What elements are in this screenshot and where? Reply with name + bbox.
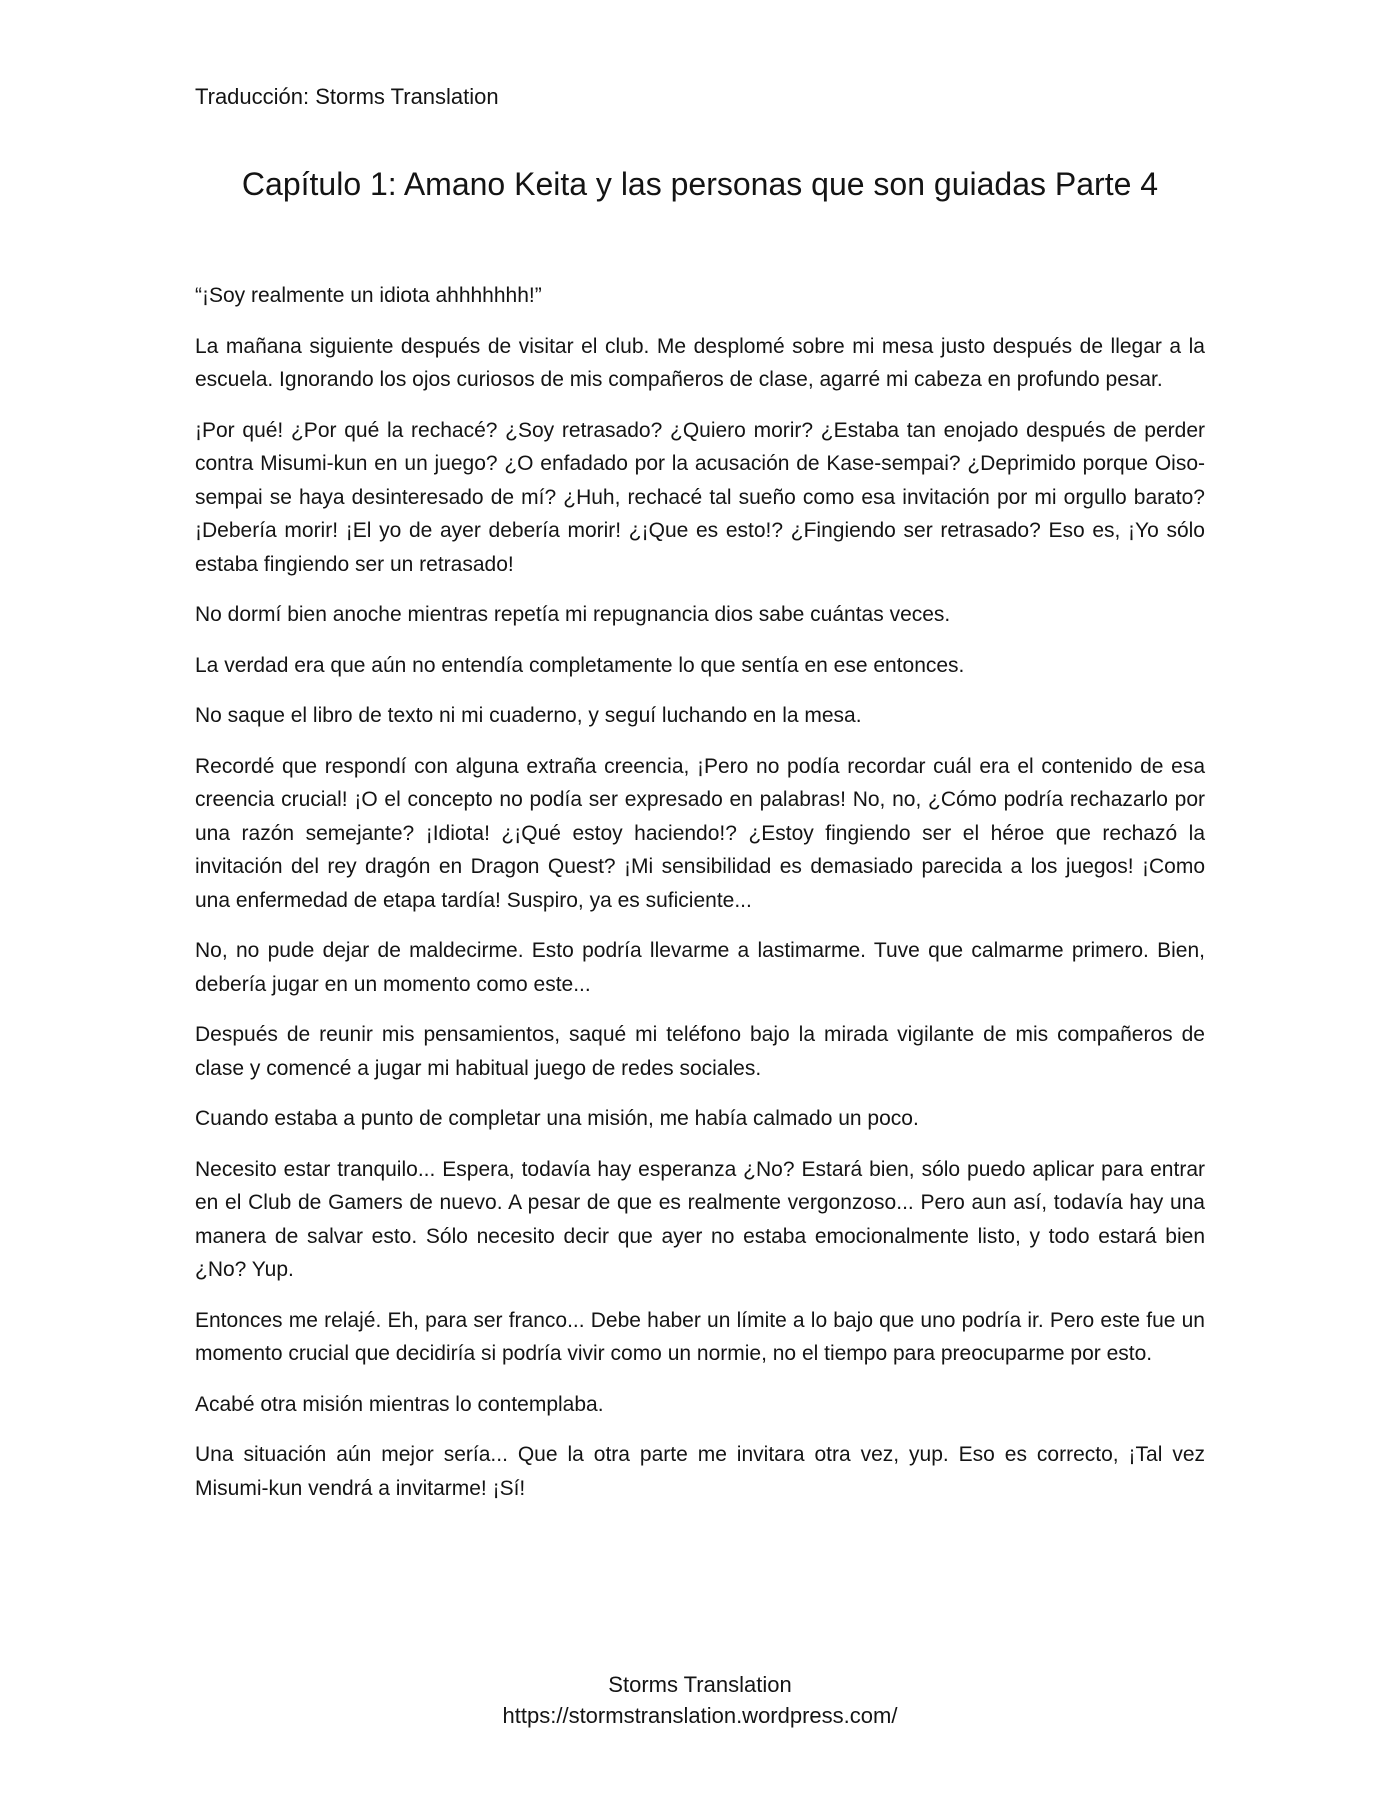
chapter-title: Capítulo 1: Amano Keita y las personas que son guiadas Parte 4 [241, 166, 1159, 202]
paragraph: “¡Soy realmente un idiota ahhhhhhh!” [195, 284, 542, 307]
paragraph: Acabé otra misión mientras lo contemplaba. [195, 1392, 604, 1416]
paragraph: ¡Por qué! ¿Por qué la rechacé? ¿Soy retrasado? ¿Quiero morir? ¿Estaba tan enojado después de perder contra Misumi-kun en un juego? ¿O enfadado por la acusación de Kase-sempai? ¿Deprimido porque Oiso-sempai se haya desinteresado de mí? ¿Huh, rechacé tal sueño como esa invitación por mi orgullo barato? ¡Debería morir! ¡El yo de ayer debería morir! ¿¡Que es esto!? ¿Fingiendo ser retrasado? Eso es, ¡Yo sólo estaba fingiendo ser un retrasado! [195, 418, 1205, 576]
translation-credit: Traducción: Storms Translation [195, 84, 499, 109]
paragraph: No dormí bien anoche mientras repetía mi repugnancia dios sabe cuántas veces. [195, 603, 951, 626]
paragraph: La mañana siguiente después de visitar el club. Me desplomé sobre mi mesa justo después de llegar a la escuela. Ignorando los ojos curiosos de mis compañeros de clase, agarré mi cabeza en profundo pesar. [195, 334, 1205, 391]
page-footer [0, 1669, 1400, 1731]
paragraph: Entonces me relajé. Eh, para ser franco... Debe haber un límite a lo bajo que uno podría ir. Pero este fue un momento crucial que decidiría si podría vivir como un normie, no el tiempo para preocuparme por esto. [195, 1308, 1205, 1365]
paragraph: Recordé que respondí con alguna extraña creencia, ¡Pero no podía recordar cuál era el contenido de esa creencia crucial! ¡O el concepto no podía ser expresado en palabras! No, no, ¿Cómo podría rechazarlo por una razón semejante? ¡Idiota! ¿¡Qué estoy haciendo!? ¿Estoy fingiendo ser el héroe que rechazó la invitación del rey dragón en Dragon Quest? ¡Mi sensibilidad es demasiado parecida a los juegos! ¡Como una enfermedad de etapa tardía! Suspiro, ya es suficiente... [195, 754, 1205, 912]
paragraph: Una situación aún mejor sería... Que la otra parte me invitara otra vez, yup. Eso es correcto, ¡Tal vez Misumi-kun vendrá a invitarme! ¡Sí! [195, 1443, 1205, 1500]
paragraph: Después de reunir mis pensamientos, saqué mi teléfono bajo la mirada vigilante de mis compañeros de clase y comencé a jugar mi habitual juego de redes sociales. [195, 1023, 1205, 1080]
chapter-body [195, 279, 1205, 1522]
paragraph: No, no pude dejar de maldecirme. Esto podría llevarme a lastimarme. Tuve que calmarme primero. Bien, debería jugar en un momento como este... [195, 939, 1205, 996]
footer-site-name: Storms Translation [608, 1672, 792, 1697]
paragraph: La verdad era que aún no entendía completamente lo que sentía en ese entonces. [195, 653, 965, 677]
paragraph: Cuando estaba a punto de completar una misión, me había calmado un poco. [195, 1107, 919, 1130]
paragraph: No saque el libro de texto ni mi cuaderno, y seguí luchando en la mesa. [195, 704, 862, 727]
paragraph: Necesito estar tranquilo... Espera, todavía hay esperanza ¿No? Estará bien, sólo puedo aplicar para entrar en el Club de Gamers de nuevo. A pesar de que es realmente vergonzoso... Pero aun así, todavía hay una manera de salvar esto. Sólo necesito decir que ayer no estaba emocionalmente listo, y todo estará bien ¿No? Yup. [195, 1157, 1205, 1281]
footer-url: https://stormstranslation.wordpress.com/ [502, 1703, 898, 1728]
